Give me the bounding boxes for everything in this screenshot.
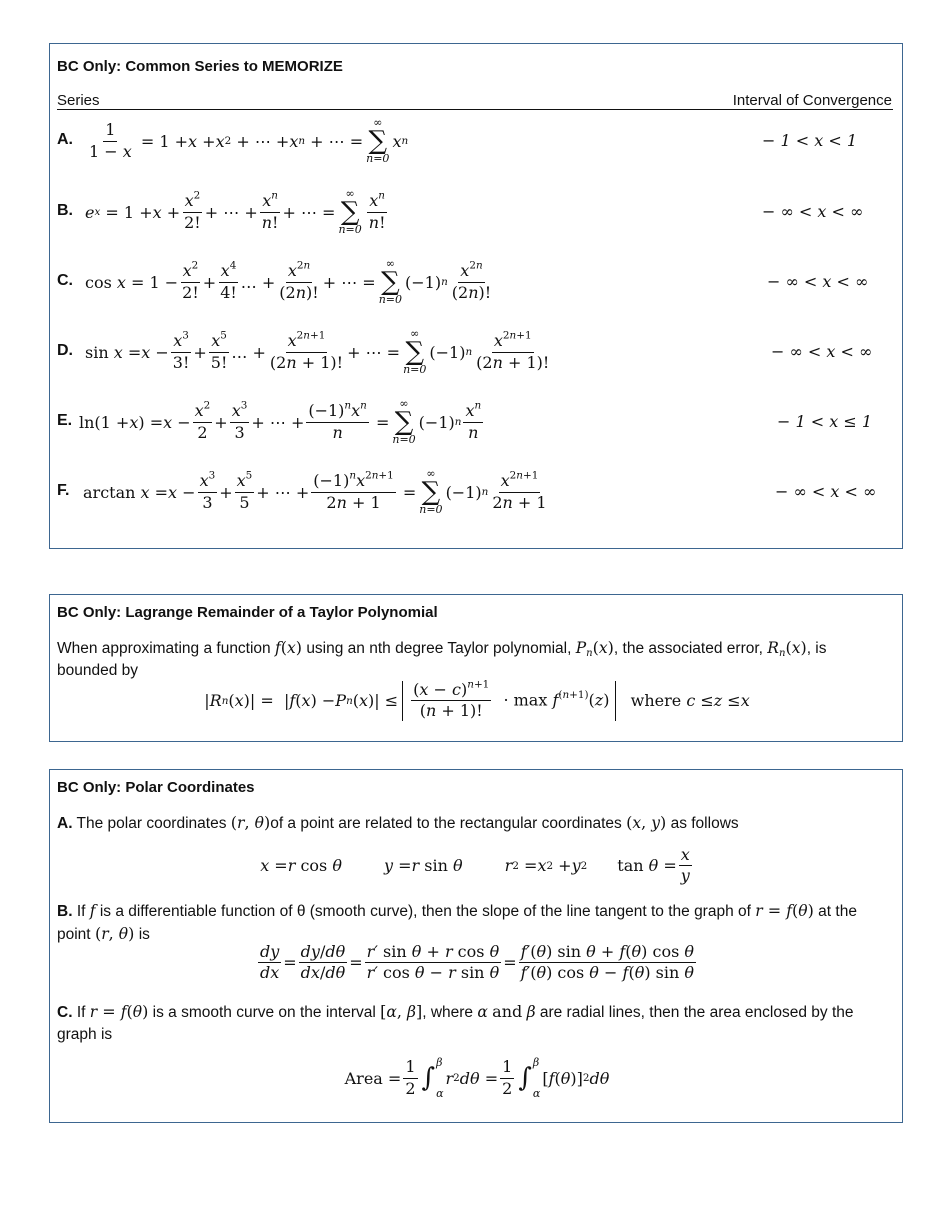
polar-text: , where [422, 1004, 474, 1021]
interval-value: − ∞ < x < ∞ [767, 272, 869, 291]
polar-text: are radial lines, then the area enclosed by the [539, 1004, 854, 1021]
polar-part-a-text: A. The polar coordinates (r, θ)of a point are related to the rectangular coordinates (x, y) as follows [57, 813, 739, 832]
polar-text: as follows [670, 815, 739, 832]
series-row-f [57, 462, 897, 522]
series-row-c [57, 252, 897, 312]
polar-part-c-text: C. If r = f(θ) is a smooth curve on the interval [α, β], where α and β are radial lines, then the area enclosed by the graph is [57, 1002, 854, 1043]
lagrange-text: bounded by [57, 662, 139, 679]
polar-title: BC Only: Polar Coordinates [57, 779, 255, 796]
polar-text: and [492, 1002, 523, 1021]
lagrange-text: When approximating a function [57, 640, 271, 657]
exponential-series-formula: e x = 1 + x + $\frac{x^2}{2!}$ + ⋯ + $\frac{x^n}{n!}$ + ⋯ = ∞ ∑ n=0 $\frac{x^n}{n!}$ [85, 187, 386, 236]
polar-slope-formula: $\frac{dy}{dx}$ = $\frac{dy/d\theta}{dx/d\theta}$ = $\frac{\text{r′ sin θ + r cos θ}}{\text{r′ cos θ − r sin θ}}$ = $\frac{\text{f′(θ) sin θ + f(θ) cos θ}}{\text{f′(θ) cos θ − f(θ) sin θ}}$ [259, 942, 695, 983]
interval-value: − ∞ < x < ∞ [771, 342, 873, 361]
where-word: where [630, 691, 682, 711]
interval-column-header: Interval of Convergence [732, 92, 892, 109]
header-rule [57, 109, 893, 110]
series-row-a [57, 111, 897, 171]
interval-value: − 1 < x ≤ 1 [777, 412, 873, 431]
polar-text: is a smooth curve on the interval [152, 1004, 376, 1021]
polar-text: graph is [57, 1026, 113, 1043]
polar-text: If [76, 1004, 86, 1021]
row-label: C. [57, 272, 73, 289]
polar-text: is [138, 926, 150, 943]
polar-part-b-text: B. If f is a differentiable function of θ (smooth curve), then the slope of the line tangent to the graph of r = f(θ) at the point (r, θ) is [57, 901, 857, 943]
polar-text: is a differentiable function of θ (smooth curve), then the slope of the line tangent to the graph of [99, 903, 751, 920]
row-label: A. [57, 131, 73, 148]
interval-value: − ∞ < x < ∞ [775, 482, 877, 501]
series-row-b [57, 182, 897, 242]
common-series-box [49, 43, 903, 549]
polar-text: The polar coordinates [76, 815, 227, 832]
area-word: Area [344, 1068, 383, 1088]
common-series-title: BC Only: Common Series to MEMORIZE [57, 58, 343, 75]
part-label: A. [57, 815, 73, 832]
row-label: B. [57, 202, 73, 219]
polar-text: at the [818, 903, 857, 920]
row-label: F. [57, 482, 70, 499]
geometric-series-formula: $\frac{1}{1 - x}$ = 1 + x + x 2 + ⋯ + x n + ⋯ = ∞ ∑ n=0 x n [89, 116, 409, 165]
lagrange-bound-formula: | R n ( x )| = | f ( x ) − P n ( x )| ≤ $\frac{(x - c)^{n+1}}{(n + 1)!}$ · $\max f^{(n+1)}(z)$ where c ≤ z ≤ x [204, 678, 750, 721]
polar-area-formula: Area = $\frac{1}{2}$ ∫ β α r 2 dθ = $\frac{1}{2}$ ∫ β α [ f ( θ )] 2 dθ [344, 1056, 610, 1100]
lagrange-title: BC Only: Lagrange Remainder of a Taylor Polynomial [57, 604, 438, 621]
cosine-series-formula: cos x = 1 − $\frac{x^2}{2!}$ + $\frac{x^4}{4!}$ … + $\frac{x^{2n}}{(2n)!}$ + ⋯ = ∞ ∑ n=0 (−1) n $\frac{x^{2n}}{(2n)!}$ [85, 257, 492, 306]
series-row-e [57, 392, 897, 452]
part-label: B. [57, 903, 73, 920]
sine-series-formula: sin x = x − $\frac{x^3}{3!}$ + $\frac{x^5}{5!}$ … + $\frac{x^{2n+1}}{(2n + 1)!}$ + ⋯ = ∞ ∑ n=0 (−1) n $\frac{x^{2n+1}}{(2n + 1)!}$ [85, 327, 550, 376]
lagrange-text: , is [806, 640, 827, 657]
interval-value: − ∞ < x < ∞ [762, 202, 864, 221]
polar-text: point [57, 926, 91, 943]
row-label: D. [57, 342, 73, 359]
interval-value: − 1 < x < 1 [762, 131, 858, 150]
polar-conversion-formulas: x = r cos θ y = r sin θ r 2 = x 2 + y 2 tan θ = $\frac{x}{y}$ [260, 845, 690, 886]
arctan-series-formula: arctan x = x − $\frac{x^3}{3}$ + $\frac{x^5}{5}$ + ⋯ + $\frac{(-1)^nx^{2n+1}}{2n + 1}$ = ∞ ∑ n=0 (−1) n $\frac{x^{2n+1}}{2n + 1}$ [83, 467, 547, 516]
polar-text: If [76, 903, 86, 920]
series-row-d [57, 322, 897, 382]
lagrange-description: When approximating a function f(x) using an nth degree Taylor polynomial, $P_n(x)$, the associated error, $R_n(x)$, is bounded by [57, 638, 827, 679]
lagrange-text: using an nth degree Taylor polynomial, [306, 640, 572, 657]
series-column-header: Series [57, 92, 100, 109]
polar-coordinates-box [49, 769, 903, 1123]
log-series-formula: ln(1 + x ) = x − $\frac{x^2}{2}$ + $\frac{x^3}{3}$ + ⋯ + $\frac{(-1)^nx^n}{n}$ = ∞ ∑ n=0 (−1) n $\frac{x^n}{n}$ [79, 397, 482, 446]
row-label: E. [57, 412, 73, 429]
polar-text: of a point are related to the rectangular coordinates [270, 815, 622, 832]
part-label: C. [57, 1004, 73, 1021]
lagrange-text: , the associated error, [613, 640, 763, 657]
lagrange-remainder-box [49, 594, 903, 742]
